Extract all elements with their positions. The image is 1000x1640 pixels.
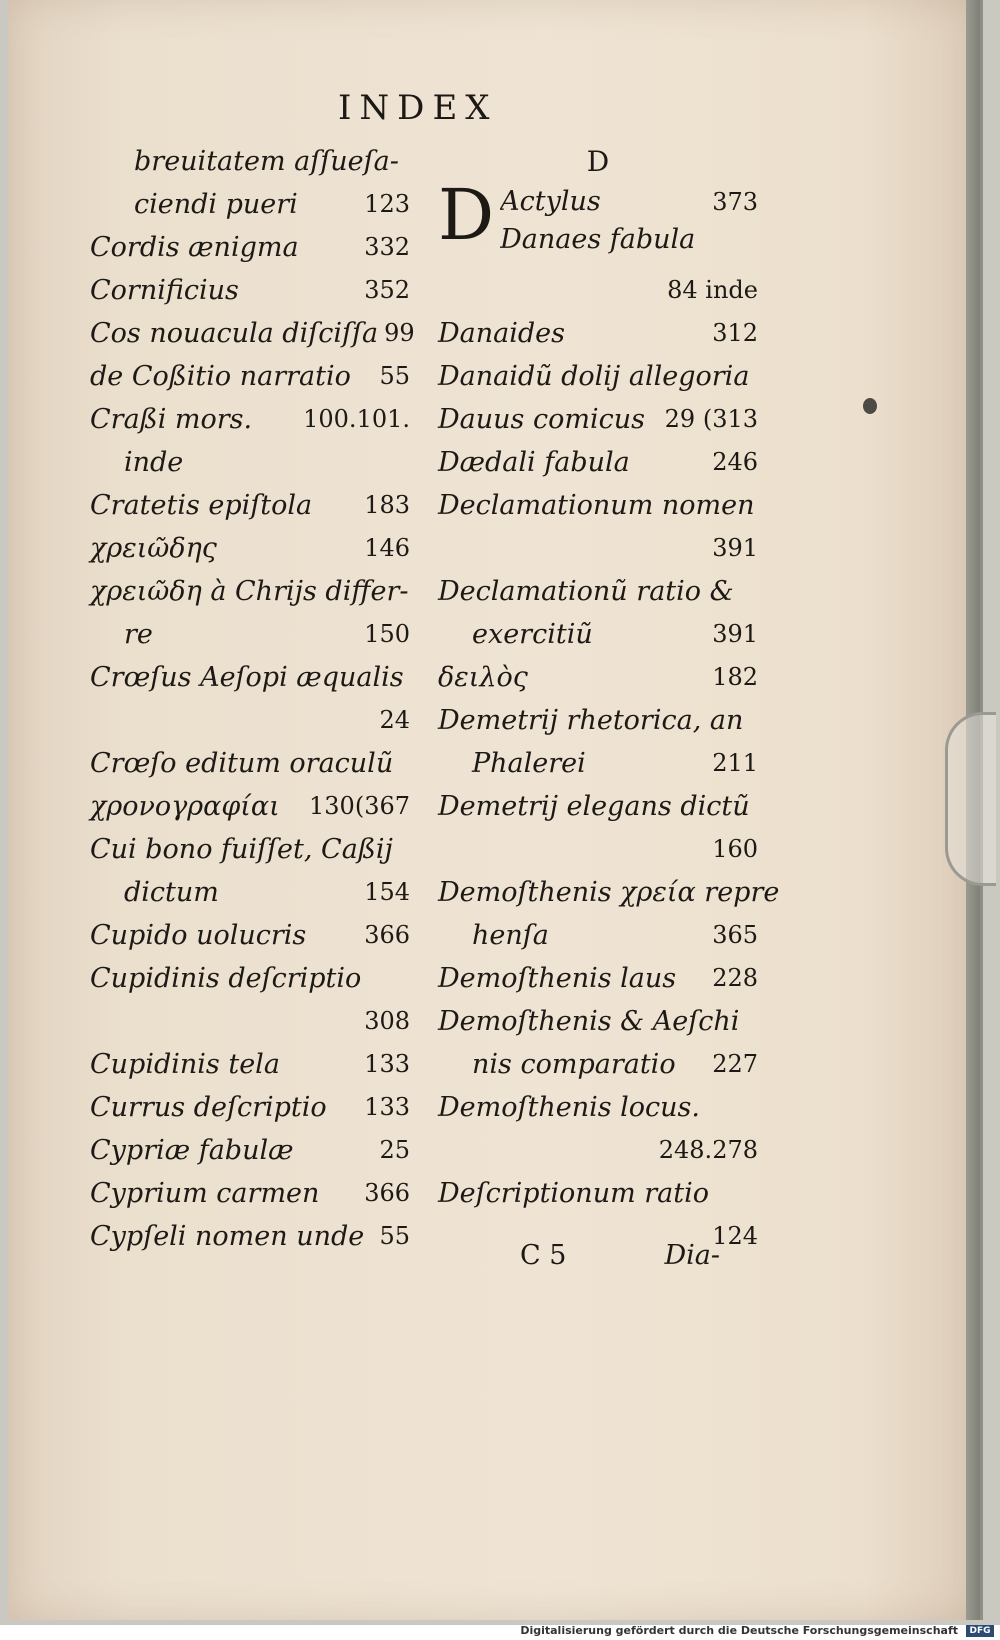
entry-page-number: 55 [379, 1222, 410, 1250]
entry-page-number: 352 [364, 276, 410, 304]
entry-term: Cupido uolucris [90, 920, 307, 951]
entry-page-number: 130(367 [309, 792, 410, 820]
right-entries [438, 269, 780, 1258]
entry-page-number: 99 [384, 319, 415, 347]
entry-term: re [124, 619, 153, 650]
index-column-right [438, 140, 780, 1258]
entry-page-number [404, 828, 410, 871]
entry-page-number: 248.278 [658, 1136, 758, 1164]
index-entry [90, 785, 410, 828]
index-entry [438, 1129, 758, 1172]
entry-page-number: 146 [364, 534, 410, 562]
index-entry [438, 527, 758, 570]
page-title: INDEX [338, 88, 498, 128]
index-entry [438, 656, 758, 699]
index-entry [90, 441, 410, 484]
entry-term: exercitiũ [472, 619, 593, 650]
entry-term: Crœſo editum oraculũ [90, 748, 394, 779]
entry-page-number [408, 570, 414, 613]
entry-term: Deſcriptionum ratio [438, 1178, 710, 1209]
entry-term: Dauus comicus [438, 404, 645, 435]
index-entry [438, 312, 758, 355]
catchword: Dia- [664, 1240, 720, 1271]
dropcap-lines [500, 183, 758, 259]
index-entry [90, 183, 410, 226]
entry-page-number [752, 785, 758, 828]
entry-page-number: 123 [364, 190, 410, 218]
entry-term: inde [124, 447, 184, 478]
entry-term: Currus deſcriptio [90, 1092, 327, 1123]
entry-term: δειλὸς [438, 662, 528, 693]
entry-page-number: 365 [712, 921, 758, 949]
entry-term: Phalerei [472, 748, 586, 779]
entry-page-number: 25 [379, 1136, 410, 1164]
entry-page-number: 211 [712, 749, 758, 777]
index-entry [90, 269, 410, 312]
index-entry [90, 355, 410, 398]
entry-page-number [752, 355, 758, 398]
entry-page-number [752, 699, 758, 742]
index-entry [438, 570, 758, 613]
index-entry [438, 742, 758, 785]
index-entry [90, 613, 410, 656]
entry-page-number: 133 [364, 1050, 410, 1078]
index-entry [438, 699, 758, 742]
entry-page-number [779, 871, 785, 914]
entry-term: Cornificius [90, 275, 239, 306]
entry-page-number: 133 [364, 1093, 410, 1121]
entry-term: Cui bono fuiſſet, Caßij [90, 834, 393, 865]
entry-page-number [752, 1172, 758, 1215]
index-entry [438, 957, 758, 1000]
entry-page-number [752, 1000, 758, 1043]
entry-term: Danaes fabula [500, 224, 696, 255]
entry-page-number: 160 [712, 835, 758, 863]
pin-mark [863, 398, 877, 414]
entry-term: Demoſthenis locus. [438, 1092, 700, 1123]
index-entry [438, 871, 780, 914]
entry-page-number: 332 [364, 233, 410, 261]
entry-term: Demetrij rhetorica, an [438, 705, 744, 736]
entry-term: de Coßitio narratio [90, 361, 351, 392]
book-page [8, 0, 983, 1620]
entry-page-number: 366 [364, 1179, 410, 1207]
index-entry [90, 312, 415, 355]
entry-term: henſa [472, 920, 549, 951]
index-entry [90, 1172, 410, 1215]
entry-term: Crœſus Aeſopi æqualis [90, 662, 404, 693]
entry-page-number [752, 1086, 758, 1129]
entry-term: ciendi pueri [134, 189, 298, 220]
entry-term: Declamationum nomen [438, 490, 755, 521]
entry-term: Cupidinis tela [90, 1049, 280, 1080]
entry-page-number: 312 [712, 319, 758, 347]
entry-page-number: 24 [379, 706, 410, 734]
entry-page-number [752, 221, 758, 259]
index-entry [90, 1043, 410, 1086]
index-entry [438, 1043, 758, 1086]
entry-page-number: 182 [712, 663, 758, 691]
entry-term: nis comparatio [472, 1049, 676, 1080]
dropcap-block [438, 174, 758, 269]
index-entry [90, 699, 410, 742]
entry-page-number: 391 [712, 620, 758, 648]
index-entry [438, 484, 758, 527]
entry-page-number: 246 [712, 448, 758, 476]
entry-term: Cypriæ fabulæ [90, 1135, 294, 1166]
entry-page-number: 308 [364, 1007, 410, 1035]
index-entry [438, 441, 758, 484]
entry-term: Demoſthenis & Aeſchi [438, 1006, 740, 1037]
index-entry [438, 1000, 758, 1043]
entry-page-number [404, 441, 410, 484]
page-clip [945, 712, 996, 886]
entry-term: Cordis ænigma [90, 232, 299, 263]
section-letter: D [586, 145, 610, 178]
index-entry [90, 1086, 410, 1129]
index-entry [90, 1129, 410, 1172]
entry-term: Dædali fabula [438, 447, 630, 478]
entry-term: Danaidũ dolij allegoria [438, 361, 750, 392]
dropcap-letter: D [438, 174, 495, 256]
index-entry [438, 785, 758, 828]
entry-page-number [755, 484, 761, 527]
entry-page-number [752, 570, 758, 613]
signature-mark: C 5 [520, 1240, 567, 1271]
index-column-left [90, 140, 415, 1258]
entry-term: Demoſthenis laus [438, 963, 677, 994]
index-entry [90, 742, 410, 785]
index-entry [90, 570, 410, 613]
entry-term: Cos nouacula diſciſſa [90, 318, 379, 349]
index-entry [90, 226, 410, 269]
entry-page-number: 100.101. [303, 405, 410, 433]
entry-term: χρειῶδης [90, 533, 217, 564]
digitization-credit: Digitalisierung gefördert durch die Deutsche Forschungsgemeinschaft [520, 1624, 958, 1637]
entry-page-number [404, 742, 410, 785]
entry-page-number [404, 140, 410, 183]
index-entry [90, 1000, 410, 1043]
index-entry [90, 828, 410, 871]
entry-page-number: 29 (313 [664, 405, 758, 433]
index-entry [500, 221, 758, 259]
index-entry [90, 527, 410, 570]
entry-term: dictum [124, 877, 219, 908]
index-entry [438, 1086, 758, 1129]
index-entry [438, 398, 758, 441]
entry-page-number [404, 656, 410, 699]
index-entry [438, 613, 758, 656]
index-entry [90, 140, 410, 183]
entry-term: Actylus [500, 186, 601, 217]
entry-page-number: 373 [712, 188, 758, 216]
index-entry [438, 914, 758, 957]
entry-page-number: 228 [712, 964, 758, 992]
entry-term: Danaides [438, 318, 565, 349]
entry-term: Declamationũ ratio & [438, 576, 734, 607]
entry-term: χρονογραφίαι [90, 791, 280, 822]
entry-page-number: 55 [379, 362, 410, 390]
index-entry [438, 1172, 758, 1215]
entry-term: Cypſeli nomen unde [90, 1221, 365, 1252]
entry-page-number: 183 [364, 491, 410, 519]
dfg-logo: DFG [966, 1625, 994, 1637]
entry-page-number: 84 inde [667, 276, 758, 304]
entry-page-number: 154 [364, 878, 410, 906]
index-entry [90, 656, 410, 699]
index-entry [500, 183, 758, 221]
entry-page-number: 366 [364, 921, 410, 949]
entry-page-number: 391 [712, 534, 758, 562]
entry-term: Cyprium carmen [90, 1178, 320, 1209]
entry-term: Cratetis epiſtola [90, 490, 313, 521]
index-entry [438, 269, 758, 312]
entry-page-number: 150 [364, 620, 410, 648]
index-entry [90, 871, 410, 914]
entry-term: Cupidinis deſcriptio [90, 963, 362, 994]
page-footer [520, 1240, 720, 1271]
index-entry [438, 355, 758, 398]
entry-term: χρειῶδη à Chrijs differ- [90, 576, 409, 607]
entry-term: breuitatem aſſueſa- [134, 146, 399, 177]
entry-term: Demoſthenis χρεία repre [438, 877, 780, 908]
index-entry [90, 957, 410, 1000]
index-entry [90, 484, 410, 527]
index-entry [90, 398, 410, 441]
entry-page-number: 124 [712, 1222, 758, 1250]
entry-term: Demetrij elegans dictũ [438, 791, 750, 822]
index-entry [438, 828, 758, 871]
index-entry [90, 1215, 410, 1258]
entry-page-number: 227 [712, 1050, 758, 1078]
entry-term: Craßi mors. [90, 404, 253, 435]
entry-page-number [404, 957, 410, 1000]
index-entry [90, 914, 410, 957]
